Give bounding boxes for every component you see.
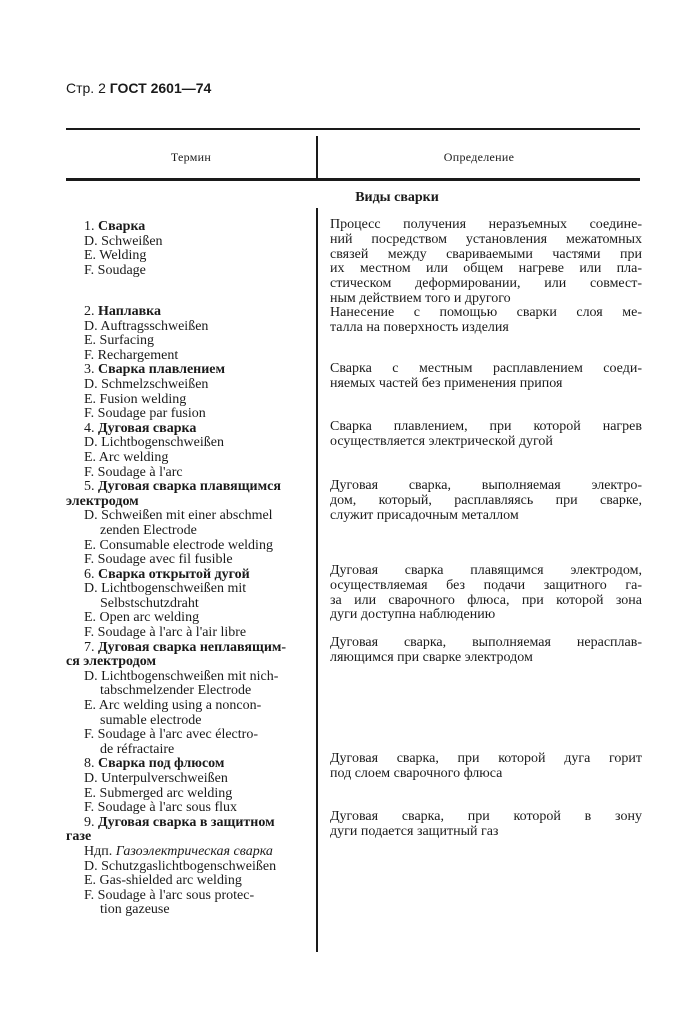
definition-line: Процесс получения неразъемных соедине- — [330, 217, 642, 232]
term-line — [66, 509, 310, 524]
term-text: E. Open arc welding — [84, 610, 200, 626]
term-text: F. Soudage avec fil fusible — [84, 552, 233, 568]
term-line — [66, 641, 310, 656]
definition-line: связей между свариваемыми частями при — [330, 246, 642, 262]
term-line — [66, 334, 310, 349]
definition-block — [330, 564, 642, 623]
term-line — [66, 597, 310, 612]
term-text: 9. — [84, 814, 98, 830]
term-text: E. Fusion welding — [84, 391, 187, 407]
term-block — [66, 220, 310, 278]
term-text: de réfractaire — [100, 741, 175, 757]
term-line — [66, 539, 310, 554]
term-line — [66, 684, 310, 699]
term-line — [66, 407, 310, 422]
definition-line: дуги доступна наблюдению — [330, 607, 496, 623]
term-text: Наплавка — [98, 304, 162, 319]
term-text: E. Arc welding using a noncon- — [84, 698, 262, 714]
term-text: D. Schmelzschweißen — [84, 376, 209, 392]
term-line — [66, 305, 310, 320]
term-text: E. Welding — [84, 248, 147, 264]
term-text: 8. — [84, 756, 98, 772]
term-line — [66, 249, 310, 264]
term-text: F. Soudage à l'arc à l'air libre — [84, 625, 247, 641]
standard-code: ГОСТ 2601—74 — [109, 80, 212, 96]
term-line — [66, 889, 310, 904]
term-text: D. Schweißen mit einer abschmel — [84, 508, 273, 524]
term-line — [66, 787, 310, 802]
term-text: Сварка плавлением — [98, 362, 226, 378]
term-text: Сварка — [98, 219, 146, 234]
definition-line: дуги подается защитный газ — [330, 823, 499, 839]
term-line — [66, 699, 310, 714]
definition-line: Сварка плавлением, при которой нагрев — [330, 419, 642, 434]
term-text: tabschmelzender Electrode — [100, 683, 252, 699]
term-text: tion gazeuse — [100, 902, 170, 918]
term-block — [66, 305, 310, 918]
term-text: D. Unterpulverschweißen — [84, 771, 228, 786]
term-text: 4. — [84, 420, 98, 436]
definition-line: Дуговая сварка плавящимся электродом, — [330, 563, 642, 578]
term-text: Сварка под флюсом — [98, 756, 225, 772]
term-text: D. Auftragsschweißen — [84, 318, 209, 334]
term-line — [66, 451, 310, 466]
definition-line: няемых частей без применения припоя — [330, 375, 563, 391]
definition-line: осуществляемая без подачи защитного га- — [330, 577, 642, 593]
term-line — [66, 495, 310, 510]
column-header-definitions: Определение — [443, 150, 515, 164]
definition-line: Дуговая сварка, при которой дуга горит — [330, 751, 642, 766]
definition-line: Дуговая сварка, при которой в зону — [330, 809, 642, 824]
term-text: F. Soudage à l'arc avec électro- — [84, 727, 258, 743]
term-text: F. Rechargement — [84, 347, 179, 363]
term-line — [66, 466, 310, 481]
term-text: D. Lichtbogenschweißen mit nich- — [84, 668, 279, 684]
term-line — [66, 320, 310, 335]
term-text: F. Soudage — [84, 262, 146, 278]
term-text: 6. — [84, 566, 98, 582]
term-line — [66, 655, 310, 670]
term-text: D. Lichtbogenschweißen — [84, 435, 224, 451]
term-line — [66, 626, 310, 641]
term-text: Газоэлектрическая сварка — [115, 843, 273, 859]
term-line — [66, 422, 310, 437]
term-line — [66, 436, 310, 451]
definition-line: ным действием того и другого — [330, 290, 511, 306]
definition-block — [330, 636, 642, 666]
term-line — [66, 393, 310, 408]
term-line — [66, 582, 310, 597]
term-line — [66, 743, 310, 758]
term-text: E. Consumable electrode welding — [84, 537, 273, 553]
definition-block — [330, 752, 642, 782]
term-line — [66, 816, 310, 831]
definition-block — [330, 306, 642, 336]
term-text: 1. — [84, 219, 98, 234]
term-line — [66, 714, 310, 729]
column-divider-body — [316, 208, 318, 952]
term-text: газе — [66, 829, 92, 845]
page-header — [66, 80, 211, 96]
term-line — [66, 378, 310, 393]
term-text: Сварка открытой дугой — [98, 566, 250, 582]
term-line — [66, 830, 310, 845]
term-text: E. Gas-shielded arc welding — [84, 873, 242, 889]
term-text: Ндп. — [84, 843, 116, 859]
definition-line: Дуговая сварка, выполняемая нерасплав- — [330, 635, 642, 650]
term-text: 7. — [84, 639, 98, 655]
term-line — [66, 728, 310, 743]
term-text: 3. — [84, 362, 98, 378]
definition-line: осуществляется электрической дугой — [330, 433, 553, 449]
term-line — [66, 553, 310, 568]
definition-line: их местном или общем нагреве или пла- — [330, 261, 642, 277]
term-text: zenden Electrode — [100, 522, 197, 538]
term-line — [66, 235, 310, 250]
term-text: 5. — [84, 479, 98, 495]
term-text: sumable electrode — [100, 712, 202, 728]
definition-block — [330, 420, 642, 450]
term-text: E. Surfacing — [84, 333, 154, 349]
definition-line: Дуговая сварка, выполняемая электро- — [330, 478, 642, 493]
term-text: F. Soudage par fusion — [84, 406, 206, 422]
term-text: F. Soudage à l'arc sous protec- — [84, 887, 255, 903]
definition-line: стическом деформировании, или совмест- — [330, 276, 642, 292]
definition-block — [330, 218, 642, 307]
definition-line: Нанесение с помощью сварки слоя ме- — [330, 305, 642, 320]
term-text: Дуговая сварка в защитном — [98, 814, 275, 830]
term-text: Дуговая сварка — [98, 420, 197, 436]
term-line — [66, 860, 310, 875]
term-text: D. Lichtbogenschweißen mit — [84, 581, 247, 597]
term-line — [66, 349, 310, 364]
definition-line: Сварка с местным расплавлением соеди- — [330, 361, 642, 376]
definition-line: под слоем сварочного флюса — [330, 765, 503, 781]
term-text: 2. — [84, 304, 98, 319]
term-line — [66, 845, 310, 860]
definition-block — [330, 810, 642, 840]
definition-line: за или сварочного флюса, при которой зона — [330, 592, 642, 608]
definition-line: талла на поверхность изделия — [330, 319, 509, 335]
term-text: D. Schutzgaslichtbogenschweißen — [84, 858, 277, 874]
table-top-rule — [66, 128, 640, 130]
definition-line: ний посредством установления межатомных — [330, 231, 642, 247]
definition-block — [330, 479, 642, 523]
term-line — [66, 611, 310, 626]
term-text: E. Arc welding — [84, 449, 169, 465]
term-line — [66, 903, 310, 918]
term-line — [66, 801, 310, 816]
term-line — [66, 363, 310, 378]
term-line — [66, 220, 310, 235]
definition-line: ляющимся при сварке электродом — [330, 649, 533, 665]
term-line — [66, 524, 310, 539]
term-text: E. Submerged arc welding — [84, 785, 233, 801]
term-line — [66, 757, 310, 772]
term-line — [66, 568, 310, 583]
term-line — [66, 874, 310, 889]
term-text: F. Soudage à l'arc sous flux — [84, 800, 238, 816]
term-text: F. Soudage à l'arc — [84, 464, 183, 480]
table-header-rule — [66, 178, 640, 181]
term-text: Selbstschutzdraht — [100, 595, 199, 611]
definition-line: дом, который, расплавляясь при сварке, — [330, 492, 642, 508]
term-text: Дуговая сварка неплавящим- — [98, 639, 287, 655]
term-text: D. Schweißen — [84, 233, 163, 249]
definition-block — [330, 362, 642, 392]
term-text: ся электродом — [66, 654, 157, 670]
term-line — [66, 264, 310, 279]
term-text: Дуговая сварка плавящимся — [98, 479, 281, 495]
term-line — [66, 670, 310, 685]
section-title: Виды сварки — [355, 190, 439, 205]
term-text: электродом — [66, 493, 139, 509]
term-line — [66, 480, 310, 495]
column-header-terms: Термин — [170, 150, 212, 164]
term-line — [66, 772, 310, 787]
definition-line: служит присадочным металлом — [330, 507, 519, 523]
page-number: Стр. 2 — [66, 80, 106, 96]
